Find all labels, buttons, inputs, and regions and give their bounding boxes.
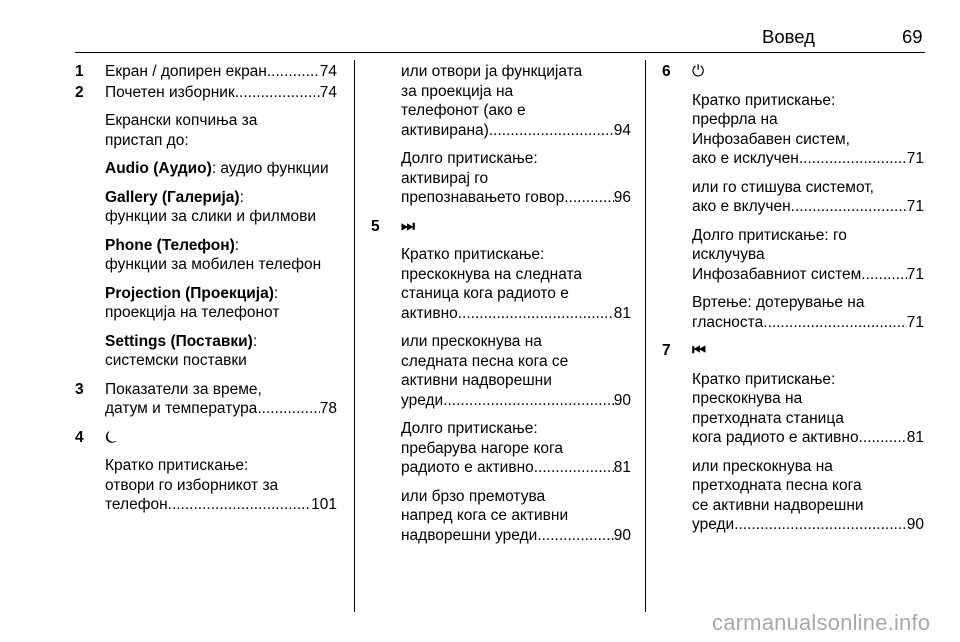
page-ref: 90 xyxy=(613,391,631,409)
entry-7: 7 ⏮ Кратко притискање: прескокнува на претходната станица кога радиото е активно ..... 81 xyxy=(662,341,924,448)
column-2 xyxy=(371,62,631,554)
paragraph: Долго притискање: пребарува нагоре кога радиото е активно ..... 81 xyxy=(401,419,631,478)
entry-number: 3 xyxy=(75,380,84,398)
entry-number: 4 xyxy=(75,428,84,446)
paragraph: Долго притискање: активирај го препознавањето говор ..... 96 xyxy=(401,149,631,208)
column-divider-2 xyxy=(645,60,646,612)
page-ref: 90 xyxy=(613,526,631,544)
page-header-title: Вовед xyxy=(762,26,815,47)
toc-line: Екран / допирен екран ..... 74 xyxy=(105,62,337,82)
paragraph: или отвори ја функцијата за проекција на телефонот (ако е активирана) ..... 94 xyxy=(401,62,631,140)
header-rule xyxy=(75,52,925,53)
paragraph: или прескокнува на претходната песна кога се активни надворешни уреди ..... 90 xyxy=(692,457,924,535)
paragraph: Екрански копчиња за пристап до: xyxy=(105,112,258,149)
page-ref: 74 xyxy=(319,63,337,80)
page-number: 69 xyxy=(902,26,923,47)
entry-number: 5 xyxy=(371,217,380,235)
entry-4: 4 ⏾ Кратко притискање: отвори го изборникот за телефон ..... 101 xyxy=(75,428,337,515)
phone-item: Phone (Телефон): функции за мобилен телефон xyxy=(105,236,322,273)
page-ref: 81 xyxy=(613,459,631,476)
paragraph: или прескокнува на следната песна кога се активни надворешни уреди ..... 90 xyxy=(401,332,631,410)
audio-item: Audio (Аудио): аудио функции xyxy=(105,160,329,177)
page-ref: 94 xyxy=(613,121,631,139)
column-1 xyxy=(75,62,337,524)
projection-item: Projection (Проекција): проекција на телефонот xyxy=(105,284,280,321)
page-ref: 81 xyxy=(613,304,631,322)
column-divider-1 xyxy=(354,60,355,612)
entry-number: 7 xyxy=(662,342,671,359)
page-ref: 71 xyxy=(906,198,924,215)
next-track-icon: ⏭ xyxy=(401,217,415,235)
settings-item: Settings (Поставки): системски поставки xyxy=(105,332,258,369)
page-ref: 71 xyxy=(906,265,924,283)
page-ref: 74 xyxy=(319,83,337,101)
paragraph: или брзо премотува напред кога се активни надворешни уреди ..... 90 xyxy=(401,487,631,546)
phone-icon: ⏾ xyxy=(105,428,118,446)
entry-3: 3 Показатели за време, датум и температура ..... 78 xyxy=(75,380,337,419)
entry-number: 6 xyxy=(662,63,671,80)
toc-line: датум и температура ..... 78 xyxy=(105,399,337,419)
page-ref: 81 xyxy=(906,429,924,446)
toc-line: Почетен изборник ..... 74 xyxy=(105,83,337,103)
entry-6: 6 ⏻ Кратко притискање: префрла на Инфозабавен систем, ако е исклучен ..... 71 xyxy=(662,62,924,169)
page-ref: 90 xyxy=(906,516,924,533)
page-ref: 101 xyxy=(311,496,337,513)
entry-1 xyxy=(75,62,337,82)
paragraph: Долго притискање: го исклучува Инфозабавниот систем ..... 71 xyxy=(692,226,924,285)
toc-line: телефон ..... 101 xyxy=(105,495,337,515)
entry-number: 1 xyxy=(75,63,84,80)
paragraph: или го стишува системот, ако е вклучен ..... 71 xyxy=(692,178,924,217)
paragraph: Вртење: дотерување на гласноста ..... 71 xyxy=(692,293,924,332)
entry-2 xyxy=(75,83,337,371)
watermark: carmanualsonline.info xyxy=(712,610,931,635)
entry-5: 5 ⏭ Кратко притискање: прескокнува на следната станица кога радиото е активно ..... 81 xyxy=(371,217,631,324)
gallery-item: Gallery (Галерија): функции за слики и филмови xyxy=(105,188,316,225)
previous-track-icon: ⏮ xyxy=(692,342,706,359)
column-3 xyxy=(662,62,924,544)
page-ref: 71 xyxy=(906,313,924,331)
entry-number: 2 xyxy=(75,83,84,101)
page-ref: 96 xyxy=(613,189,631,206)
power-icon: ⏻ xyxy=(692,63,705,80)
page-ref: 78 xyxy=(319,400,337,417)
page-ref: 71 xyxy=(906,150,924,167)
